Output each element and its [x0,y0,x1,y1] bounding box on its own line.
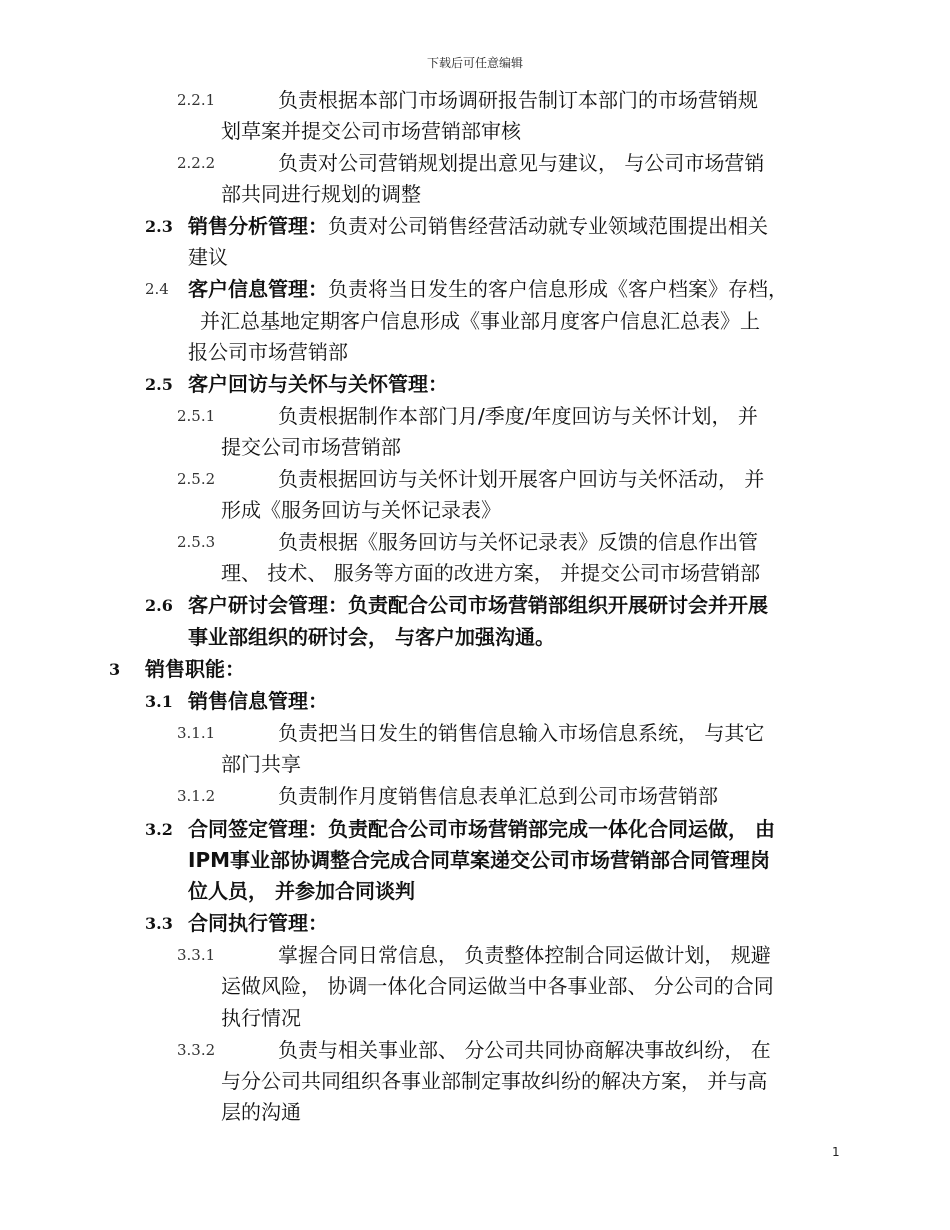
section-number: 2.4 [145,280,169,298]
item-number: 3.1.1 [177,724,216,742]
body-text: 划草案并提交公司市场营销部审核 [221,119,521,143]
page-number: 1 [832,1145,840,1159]
item-number: 3.3.1 [177,946,216,964]
body-text: 负责把当日发生的销售信息输入市场信息系统， 与其它 [278,721,765,745]
section-number: 2.3 [145,217,173,236]
body-text: 负责根据《服务回访与关怀记录表》反馈的信息作出管 [278,530,758,554]
item-number: 2.2.2 [177,154,216,172]
body-text: IPM事业部协调整合完成合同草案递交公司市场营销部合同管理岗 [188,848,771,872]
body-text: 负责根据本部门市场调研报告制订本部门的市场营销规 [278,88,758,112]
body-text: 形成《服务回访与关怀记录表》 [221,498,501,522]
body-text: 并汇总基地定期客户信息形成《事业部月度客户信息汇总表》上 [200,309,760,333]
body-text: 层的沟通 [221,1100,301,1124]
body-text: 负责制作月度销售信息表单汇总到公司市场营销部 [278,784,718,808]
page-header: 下载后可任意编辑 [426,56,523,70]
chapter-number: 3 [109,660,121,679]
body-text: 理、 技术、 服务等方面的改进方案， 并提交公司市场营销部 [221,561,761,585]
body-text: 运做风险， 协调一体化合同运做当中各事业部、 分公司的合同 [221,974,774,998]
section-heading: 客户信息管理： [188,277,328,301]
body-text: 提交公司市场营销部 [221,435,401,459]
section-number: 2.6 [145,596,173,615]
body-text: 事业部组织的研讨会， 与客户加强沟通。 [188,625,555,649]
body-text: 负责根据制作本部门月/季度/年度回访与关怀计划， 并 [278,404,758,428]
item-number: 3.1.2 [177,787,216,805]
section-number: 3.2 [145,820,173,839]
section-line [188,279,788,299]
section-number: 3.3 [145,914,173,933]
body-text: 负责根据回访与关怀计划开展客户回访与关怀活动， 并 [278,467,765,491]
section-heading: 合同执行管理： [188,911,328,935]
body-text: 位人员， 并参加合同谈判 [188,879,415,903]
body-text: 部共同进行规划的调整 [221,182,421,206]
section-number: 3.1 [145,692,173,711]
body-text: 负责与相关事业部、 分公司共同协商解决事故纠纷， 在 [278,1038,771,1062]
item-number: 2.5.2 [177,470,216,488]
item-number: 2.2.1 [177,91,216,109]
section-heading: 销售分析管理： [188,214,328,238]
body-text: 负责将当日发生的客户信息形成《客户档案》存档， [328,277,788,301]
body-text: 掌握合同日常信息， 负责整体控制合同运做计划， 规避 [278,943,771,967]
item-number: 3.3.2 [177,1041,216,1059]
body-text: 与分公司共同组织各事业部制定事故纠纷的解决方案， 并与高 [221,1069,768,1093]
chapter-heading: 销售职能： [145,657,245,681]
body-text: 建议 [188,245,228,269]
section-heading: 销售信息管理： [188,689,328,713]
section-heading: 客户回访与关怀与关怀管理： [188,372,448,396]
body-text: 报公司市场营销部 [188,340,348,364]
body-text: 合同签定管理：负责配合公司市场营销部完成一体化合同运做， 由 [188,817,775,841]
body-text: 执行情况 [221,1006,301,1030]
body-text: 负责对公司营销规划提出意见与建议， 与公司市场营销 [278,151,765,175]
section-line [188,216,768,236]
body-text: 客户研讨会管理：负责配合公司市场营销部组织开展研讨会并开展 [188,593,768,617]
body-text: 负责对公司销售经营活动就专业领域范围提出相关 [328,214,768,238]
section-number: 2.5 [145,375,173,394]
item-number: 2.5.3 [177,533,216,551]
item-number: 2.5.1 [177,407,216,425]
body-text: 部门共享 [221,752,301,776]
